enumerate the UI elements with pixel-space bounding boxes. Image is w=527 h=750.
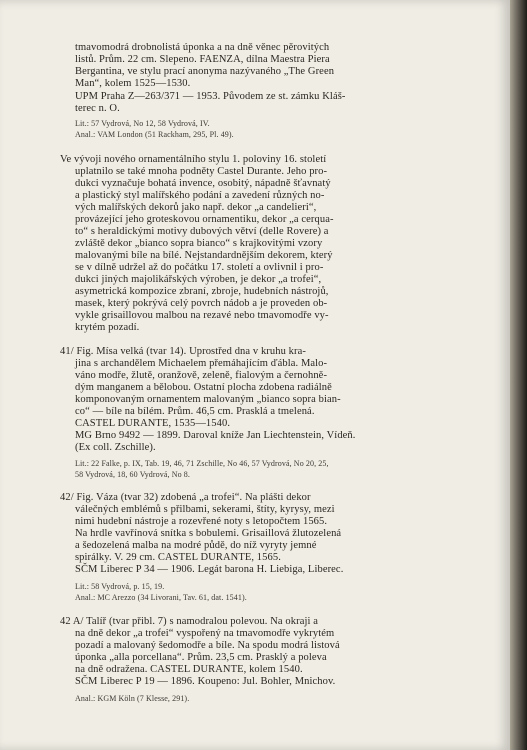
entry-42-line: válečných emblémů s přilbami, sekerami, štíty, kyrysy, mezi [75, 504, 335, 515]
entry-top-line: Man“, kolem 1525—1530. [75, 78, 191, 89]
entry-41-line: váno modře, žlutě, oranžově, zeleně, fialovým a černohně- [75, 370, 328, 381]
entry-42a-anal: Anal.: KGM Köln (7 Klesse, 291). [75, 694, 190, 703]
entry-42-line: SČM Liberec P 34 — 1906. Legát barona H. Liebiga, Liberec. [75, 564, 344, 575]
entry-42-line: Na hrdle vavřínová snítka s bobulemi. Grisaillová žlutozelená [75, 528, 342, 539]
entry-41-line: dým manganem a bělobou. Ostatní plocha zdobena radiálně [75, 382, 332, 393]
entry-top-lit: Lit.: 57 Vydrová, No 12, 58 Vydrová, IV. [75, 119, 210, 128]
intro-line: se v dílně udržel až do počátku 17. století a ovlivnil i pro- [75, 262, 324, 273]
entry-42a-line: SČM Liberec P 19 — 1896. Koupeno: Jul. Bohler, Mnichov. [75, 676, 336, 687]
entry-top-line: listů. Prům. 22 cm. Slepeno. FAENZA, dílna Maestra Piera [75, 54, 330, 65]
intro-line: dukci vyznačuje bohatá invence, osobitý, nápadně šťavnatý [75, 178, 331, 189]
entry-41-line: MG Brno 9492 — 1899. Daroval kníže Jan Liechtenstein, Vídeň. [75, 430, 356, 441]
entry-42a-line: úponka „alla porcellana“. Prům. 23,5 cm. Prasklý a poleva [75, 652, 327, 663]
entry-41-lit: Lit.: 22 Falke, p. IX, Tab. 19, 46, 71 Zschille, No 46, 57 Vydrová, No 20, 25, [75, 459, 329, 468]
entry-top-line: Bergantina, ve stylu prací anonyma nazývaného „The Green [75, 66, 335, 77]
entry-41-line: CASTEL DURANTE, 1535—1540. [75, 418, 231, 429]
intro-line: krytém pozadí. [75, 322, 140, 333]
entry-top-line: terec n. O. [75, 103, 120, 114]
entry-42a-line: na dně odražena. CASTEL DURANTE, kolem 1540. [75, 664, 303, 675]
entry-41-line: (Ex coll. Zschille). [75, 442, 156, 453]
intro-line: a plastický styl malířského podání a zavedení různých no- [75, 190, 325, 201]
entry-top-line: UPM Praha Z—263/371 — 1953. Původem ze st. zámku Kláš- [75, 91, 346, 102]
entry-top-line: tmavomodrá drobnolistá úponka a na dně věnec pěrovitých [75, 42, 330, 53]
intro-line: vých malířských dekorů jako např. dekor „a candelieri“, [75, 202, 317, 213]
intro-line: dukci jiných majolikářských výroben, je dekor „a trofei“, [75, 274, 322, 285]
intro-line: uplatnilo se také mnoha podněty Castel Durante. Jeho pro- [75, 166, 328, 177]
intro-line: zvláště dekor „bianco sopra bianco“ s krajkovitými vzory [75, 238, 323, 249]
entry-42-line: nimi hudební nástroje a rozevřené noty s letopočtem 1565. [75, 516, 328, 527]
intro-line: to“ s heraldickými motivy dubových větví (delle Rovere) a [75, 226, 329, 237]
intro-line: asymetrická kompozice zbraní, zbroje, hudebních nástrojů, [75, 286, 329, 297]
entry-41-line: komponovaným ornamentem malovaným „bianco sopra bian- [75, 394, 341, 405]
page-gutter-edge [510, 0, 527, 750]
entry-42a-line: pozadí a malovaný šedomodře a bíle. Na spodu modrá listová [75, 640, 340, 651]
entry-42-line: spirálky. V. 29 cm. CASTEL DURANTE, 1565. [75, 552, 281, 563]
intro-line: malovanými bíle na bílé. Nejstandardnějším dekorem, který [75, 250, 333, 261]
entry-42a-line: 42 A/ Talíř (tvar přibl. 7) s namodralou polevou. Na okraji a [60, 616, 318, 627]
intro-line: Ve vývoji nového ornamentálního stylu 1. poloviny 16. století [60, 154, 327, 165]
entry-41-line: jina s archandělem Michaelem přemáhajícím ďábla. Malo- [75, 358, 328, 369]
entry-41-line: 41/ Fig. Mísa velká (tvar 14). Uprostřed dna v kruhu kra- [60, 346, 306, 357]
entry-41-line: co“ — bíle na bílém. Prům. 46,5 cm. Prasklá a tmelená. [75, 406, 315, 417]
entry-41-lit: 58 Vydrová, 18, 60 Vydrová, No 8. [75, 470, 190, 479]
entry-42-line: a šedozelená malba na modré půdě, do níž vyryty jemné [75, 540, 317, 551]
entry-42-anal: Anal.: MC Arezzo (34 Livorani, Tav. 61, dat. 1541). [75, 593, 247, 602]
entry-42a-line: na dně dekor „a trofei“ vyspořený na tmavomodře vykrytém [75, 628, 335, 639]
intro-line: masek, který pokrývá celý povrch nádob a je proveden ob- [75, 298, 328, 309]
entry-top-anal: Anal.: VAM London (51 Rackham, 295, Pl. 49). [75, 130, 234, 139]
intro-line: provázející jeho groteskovou ornamentiku, dekor „a cerqua- [75, 214, 334, 225]
intro-line: vykle grisaillovou malbou na rezavé nebo tmavomodře vy- [75, 310, 329, 321]
entry-42-lit: Lit.: 58 Vydrová, p. 15, 19. [75, 582, 165, 591]
entry-42-line: 42/ Fig. Váza (tvar 32) zdobená „a trofei“. Na plášti dekor [60, 492, 311, 503]
